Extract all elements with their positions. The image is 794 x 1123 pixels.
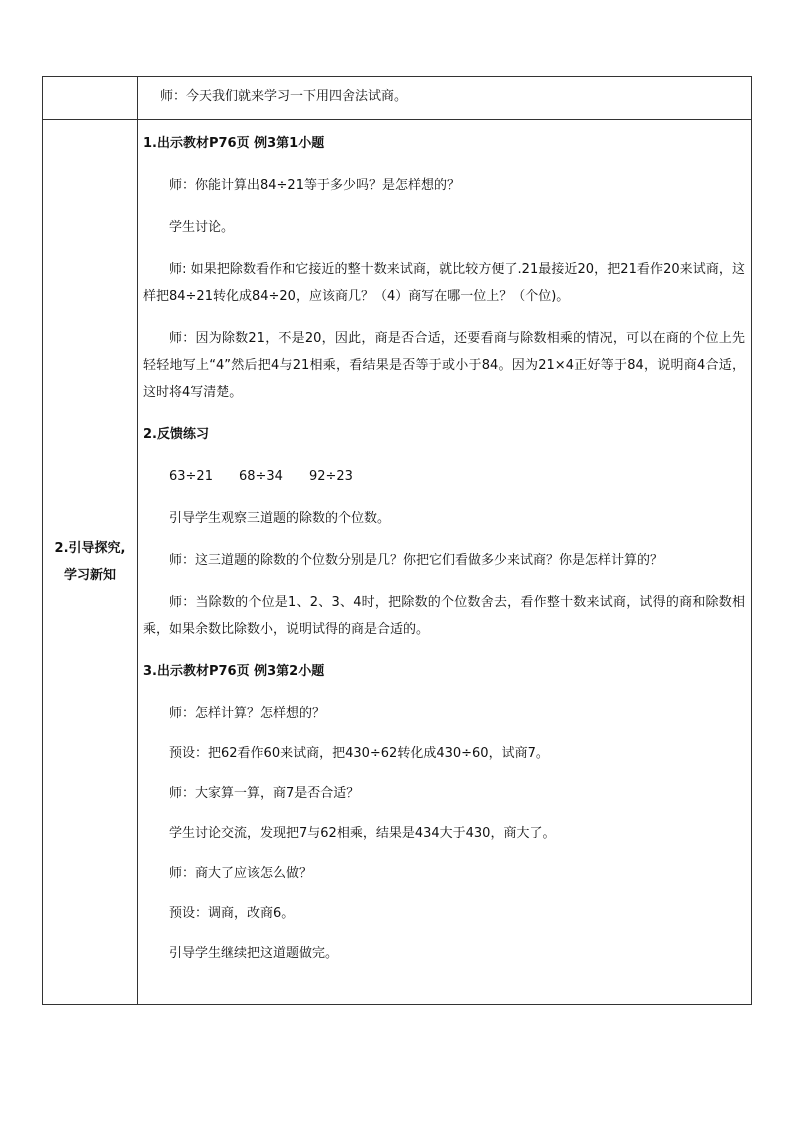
paragraph: 学生讨论交流，发现把7与62相乘，结果是434大于430，商大了。 xyxy=(169,826,556,841)
paragraph: 引导学生观察三道题的除数的个位数。 xyxy=(169,511,391,526)
section-heading: 1.出示教材P76页 例3第1小题 xyxy=(143,136,325,151)
paragraph: 师：大家算一算，商7是否合适？ xyxy=(169,786,360,801)
intro-line: 师：今天我们就来学习一下用四舍法试商。 xyxy=(160,89,408,104)
section-heading: 2.反馈练习 xyxy=(143,427,209,442)
content-body xyxy=(138,120,751,967)
paragraph: 师：商大了应该怎么做？ xyxy=(169,866,313,881)
paragraph: 师: 如果把除数看作和它接近的整十数来试商，就比较方便了.21最接近20，把21看作20来试商，这样把84÷21转化成84÷20，应该商几？（4）商写在哪一位上？（个位)。 xyxy=(143,262,745,304)
section-heading: 3.出示教材P76页 例3第2小题 xyxy=(143,664,325,679)
stage-cell xyxy=(43,120,138,1005)
paragraph: 师：因为除数21，不是20，因此，商是否合适，还要看商与除数相乘的情况，可以在商的个位上先轻轻地写上“4”然后把4与21相乘，看结果是否等于或小于84。因为21×4正好等于84，说明商4合适，这时将4写清楚。 xyxy=(143,331,745,400)
table-row xyxy=(43,120,752,1005)
stage-label-line-2: 学习新知 xyxy=(63,568,116,583)
paragraph: 预设：把62看作60来试商，把430÷62转化成430÷60，试商7。 xyxy=(169,746,549,761)
table-cell-empty xyxy=(43,77,138,120)
paragraph: 师：当除数的个位是1、2、3、4时，把除数的个位数舍去，看作整十数来试商，试得的商和除数相乘，如果余数比除数小，说明试得的商是合适的。 xyxy=(143,595,745,637)
table-cell-intro xyxy=(138,77,752,120)
paragraph: 学生讨论。 xyxy=(169,220,235,235)
stage-label-line-1: 2.引导探究, xyxy=(54,541,126,556)
table-row xyxy=(43,77,752,120)
paragraph: 师：这三道题的除数的个位数分别是几？你把它们看做多少来试商？你是怎样计算的？ xyxy=(169,553,664,568)
content-cell xyxy=(138,120,752,1005)
paragraph: 师：你能计算出84÷21等于多少吗？是怎样想的？ xyxy=(169,178,460,193)
practice-problems: 63÷21 68÷34 92÷23 xyxy=(169,469,353,484)
paragraph: 引导学生继续把这道题做完。 xyxy=(169,946,339,961)
paragraph: 师：怎样计算？怎样想的？ xyxy=(169,706,326,721)
paragraph: 预设：调商，改商6。 xyxy=(169,906,295,921)
lesson-plan-table xyxy=(42,76,752,1005)
